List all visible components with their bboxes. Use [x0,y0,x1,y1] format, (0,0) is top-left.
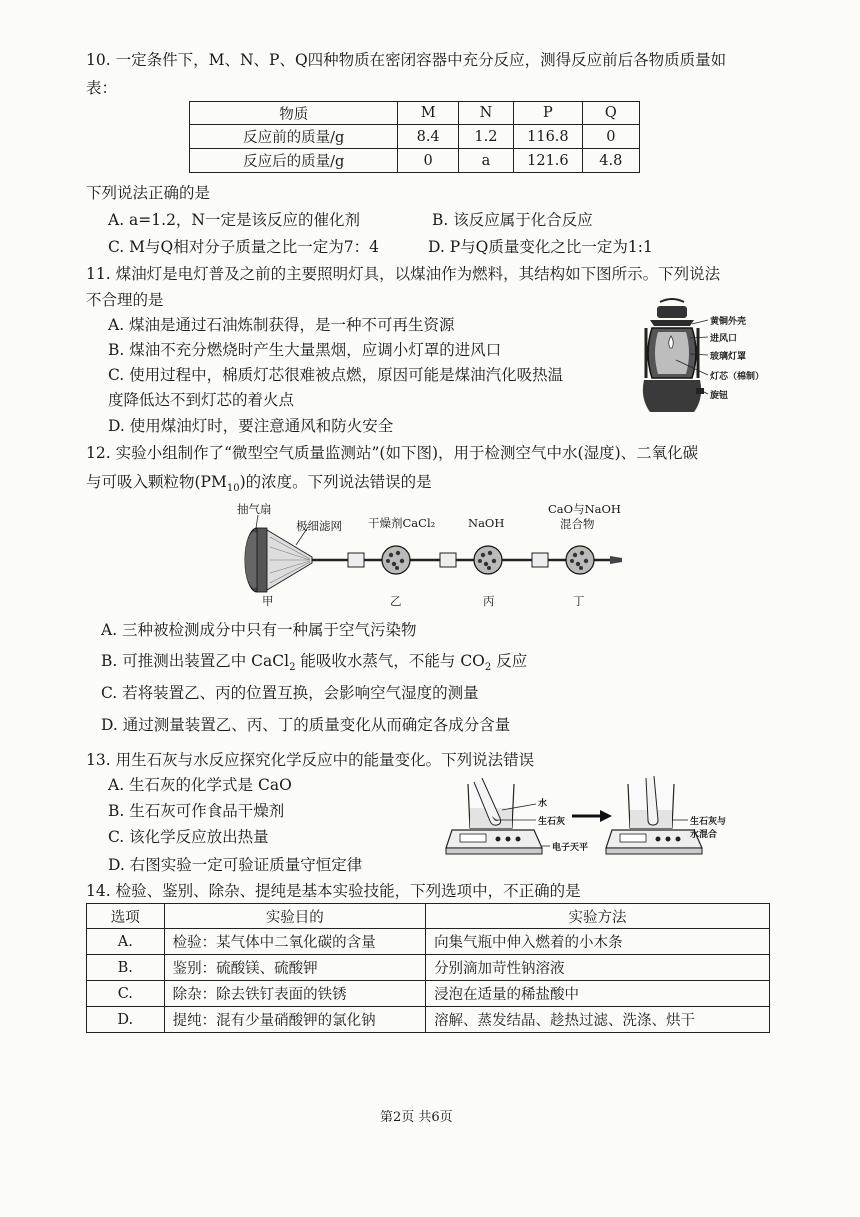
q12-stem-part1: 与可吸入颗粒物(PM [86,473,227,491]
q11-option-b: B. 煤油不充分燃烧时产生大量黑烟，应调小灯罩的进风口 [108,341,502,359]
table-cell: 选项 [87,904,165,929]
q13-option-d: D. 右图实验一定可验证质量守恒定律 [108,856,363,874]
q12-option-b-part1: B. 可推测出装置乙中 CaCl [101,652,290,670]
kerosene-lamp-figure [630,298,770,420]
table-cell: 反应后的质量/g [190,149,398,173]
q13-stem: 13. 用生石灰与水反应探究化学反应中的能量变化。下列说法错误 [86,751,535,769]
lime-experiment-figure [442,770,772,866]
label-water: 水 [538,799,548,809]
q12-stem-part2: )的浓度。下列说法错误的是 [239,473,432,491]
q12-option-d: D. 通过测量装置乙、丙、丁的质量变化从而确定各成分含量 [101,716,511,734]
table-cell: 实验方法 [426,904,770,929]
q12-stem-subscript: 10 [226,483,240,495]
q11-option-d: D. 使用煤油灯时，要注意通风和防火安全 [108,417,394,435]
table-cell: N [458,102,513,125]
label-mixture-line2: 混合物 [560,517,595,531]
q12-stem-line1: 12. 实验小组制作了“微型空气质量监测站”(如下图)，用于检测空气中水(湿度)、二氧化碳 [86,444,699,462]
table-cell: 121.6 [514,149,582,173]
label-balance: 电子天平 [552,843,589,853]
label-device-jia: 甲 [262,594,274,608]
table-cell: P [514,102,582,125]
label-device-yi: 乙 [390,594,402,608]
q14-stem: 14. 检验、鉴别、除杂、提纯是基本实验技能，下列选项中，不正确的是 [86,882,581,900]
label-device-ding: 丁 [573,594,585,608]
q12-stem-line2 [86,470,432,494]
q10-option-c: C. M与Q相对分子质量之比一定为7：4 [108,238,379,256]
q11-option-c-line2: 度降低达不到灯芯的着火点 [108,391,295,409]
label-dryer: 干燥剂CaCl₂ [368,516,436,530]
lamp-label-knob: 旋钮 [710,391,729,401]
q10-prompt: 下列说法正确的是 [86,184,211,202]
label-mixture-line2: 水混合 [690,830,718,840]
table-cell: C. [87,981,165,1007]
q10-option-a: A. a=1.2，N一定是该反应的催化剂 [108,211,360,229]
q11-option-a: A. 煤油是通过石油炼制获得，是一种不可再生资源 [108,316,455,334]
table-cell: 1.2 [458,125,513,149]
table-cell: M [398,102,458,125]
table-cell: 反应前的质量/g [190,125,398,149]
lamp-label-shell: 黄铜外壳 [710,317,747,327]
table-cell: a [458,149,513,173]
table-cell: 向集气瓶中伸入燃着的小木条 [426,929,770,955]
q10-stem-line2: 表： [86,79,118,97]
q11-option-c-line1: C. 使用过程中，棉质灯芯很难被点燃，原因可能是煤油汽化吸热温 [108,366,564,384]
table-cell: 0 [582,125,639,149]
label-mixture-line1: CaO与NaOH [548,502,621,516]
q10-option-b: B. 该反应属于化合反应 [432,211,593,229]
q10-table [189,101,640,173]
label-fan: 抽气扇 [237,502,272,516]
q12-option-c: C. 若将装置乙、丙的位置互换，会影响空气湿度的测量 [101,684,479,702]
q10-stem-line1: 10. 一定条件下，M、N、P、Q四种物质在密闭容器中充分反应，测得反应前后各物质质量如 [86,51,727,69]
q12-option-b-sub2: 2 [484,662,492,674]
q11-stem-line2: 不合理的是 [86,291,164,309]
table-cell: Q [582,102,639,125]
table-cell: 浸泡在适量的稀盐酸中 [426,981,770,1007]
table-row [87,929,770,955]
lamp-label-wick: 灯芯（棉制） [710,372,765,382]
q10-option-d: D. P与Q质量变化之比一定为1:1 [428,238,653,256]
q12-option-a: A. 三种被检测成分中只有一种属于空气污染物 [101,621,417,639]
q12-option-b-part2: 能吸收水蒸气，不能与 CO [295,652,485,670]
q12-option-b [101,649,527,673]
label-mixture-line1: 生石灰与 [690,817,727,827]
table-cell: 提纯：混有少量硝酸钾的氯化钠 [164,1007,425,1033]
label-device-bing: 丙 [483,594,495,608]
table-cell: 除杂：除去铁钉表面的铁锈 [164,981,425,1007]
label-naoh: NaOH [468,516,505,530]
label-quicklime: 生石灰 [538,817,566,827]
table-row [190,149,640,173]
q13-option-b: B. 生石灰可作食品干燥剂 [108,802,285,820]
table-cell: 检验：某气体中二氧化碳的含量 [164,929,425,955]
table-cell: D. [87,1007,165,1033]
table-row [190,102,640,125]
q11-stem-line1: 11. 煤油灯是电灯普及之前的主要照明灯具，以煤油作为燃料，其结构如下图所示。下列说法 [86,265,721,283]
table-row [87,1007,770,1033]
q12-option-b-sub1: 2 [289,662,296,674]
table-cell: 鉴别：硫酸镁、硫酸钾 [164,955,425,981]
label-filter: 极细滤网 [296,519,342,533]
table-row [87,904,770,929]
q14-table [86,903,770,1033]
table-cell: B. [87,955,165,981]
table-cell: 8.4 [398,125,458,149]
table-cell: 实验目的 [164,904,425,929]
air-monitor-figure [230,497,630,609]
table-cell: A. [87,929,165,955]
table-cell: 116.8 [514,125,582,149]
table-cell: 4.8 [582,149,639,173]
table-cell: 0 [398,149,458,173]
table-cell: 分别滴加苛性钠溶液 [426,955,770,981]
q12-option-b-part3: 反应 [491,652,528,670]
table-cell: 溶解、蒸发结晶、趁热过滤、洗涤、烘干 [426,1007,770,1033]
table-cell: 物质 [190,102,398,125]
lamp-drawing [643,299,704,412]
lamp-label-glass-shade: 玻璃灯罩 [710,352,747,362]
table-row [87,981,770,1007]
q13-option-a: A. 生石灰的化学式是 CaO [108,776,292,794]
lamp-label-air-inlet: 进风口 [710,334,738,344]
q13-option-c: C. 该化学反应放出热量 [108,828,269,846]
page-footer: 第2页 共6页 [380,1110,453,1125]
table-row [190,125,640,149]
table-row [87,955,770,981]
